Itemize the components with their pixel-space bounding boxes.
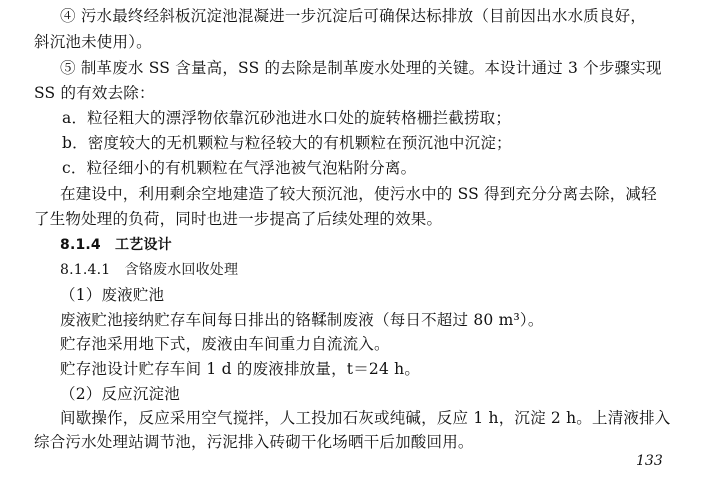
list-item-b: b．密度较大的无机颗粒与粒径较大的有机颗粒在预沉池中沉淀； bbox=[62, 134, 512, 152]
paragraph-line-14: 贮存池采用地下式，废液由车间重力自流流入。 bbox=[60, 335, 390, 353]
paragraph-line-13: 废液贮池接纳贮存车间每日排出的铬鞣制废液（每日不超过 80 m³）。 bbox=[60, 311, 544, 329]
page-number: 133 bbox=[636, 453, 663, 469]
paragraph-line-1: ④ 污水最终经斜板沉淀池混凝进一步沉淀后可确保达标排放（目前因出水水质良好， bbox=[60, 7, 647, 25]
paragraph-line-17: 间歇操作，反应采用空气搅拌，人工投加石灰或纯碱，反应 1 h，沉淀 2 h。上清液排入 bbox=[60, 409, 671, 427]
paragraph-line-3: ⑤ 制革废水 SS 含量高，SS 的去除是制革废水处理的关键。本设计通过 3 个步骤实现 bbox=[60, 59, 662, 77]
paragraph-line-18: 综合污水处理站调节池，污泥排入砖砌干化场晒干后加酸回用。 bbox=[34, 433, 474, 451]
paragraph-line-8: 在建设中，利用剩余空地建造了较大预沉池，使污水中的 SS 得到充分分离去除，减轻 bbox=[60, 185, 657, 203]
subsection-heading: 8.1.4.1 含铬废水回收处理 bbox=[60, 262, 239, 278]
paragraph-line-15: 贮存池设计贮存车间 1 d 的废液排放量，t＝24 h。 bbox=[60, 360, 421, 378]
list-item-c: c．粒径细小的有机颗粒在气浮池被气泡粘附分离。 bbox=[62, 159, 417, 177]
paragraph-line-2: 斜沉池未使用）。 bbox=[34, 33, 152, 51]
section-heading: 8.1.4 工艺设计 bbox=[60, 237, 172, 253]
item-heading-1: （1）废液贮池 bbox=[60, 286, 165, 304]
paragraph-line-9: 了生物处理的负荷，同时也进一步提高了后续处理的效果。 bbox=[34, 210, 443, 228]
list-item-a: a．粒径粗大的漂浮物依靠沉砂池进水口处的旋转格栅拦截捞取； bbox=[62, 109, 512, 127]
item-heading-2: （2）反应沉淀池 bbox=[60, 385, 180, 403]
paragraph-line-4: SS 的有效去除： bbox=[34, 84, 155, 102]
